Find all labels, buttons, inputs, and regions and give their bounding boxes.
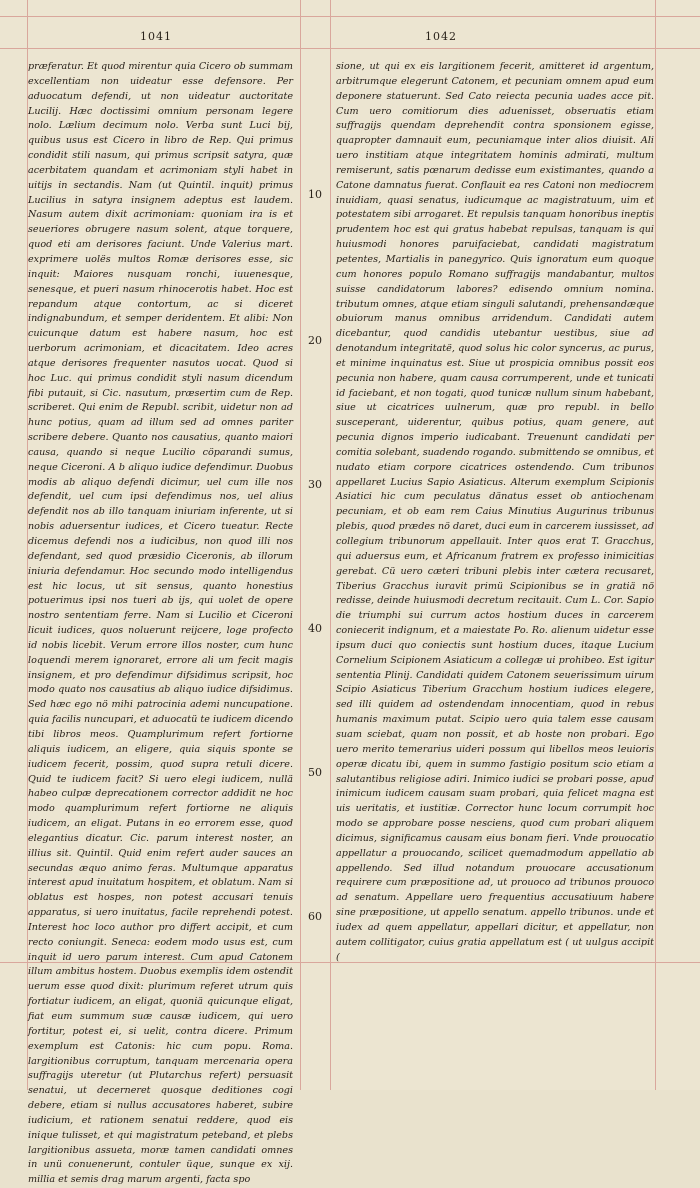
right-text-column [336, 60, 654, 963]
right-column-text: sione, ut qui ex eis largitionem fecerit, amitteret id argentum, arbitrumque elegerunt Catonem, et pecuniam omnem apud eum deponere statuerunt. Sed Cato reiecta pecunia uades acce pit. Cum uero comitiorum dies aduenisset, obseruatis etiam suffragijs quendam deprehendit contra sponsionem egisse, quapropter damnauit eum, pecuniamque inter alios diuisit. Ali uero institiam atque integritatem hominis admirati, multum remiserunt, satis pœnarum dedisse eum existimantes, quando a Catone damnatus fuerat. Conflauit ea res Catoni non mediocrem inuidiam, quasi senatus, iudicumque ac magistratuum, uim et potestatem sibi arrogaret. Et repulsis tanquam honoribus ineptis prudentem hoc est qui gratus habebat repulsas, tanquam is qui huiusmodi honores paruifaciebat, candidati magistratum petentes, Martialis in panegyrico. Quis ignoratum eum quoque cum honores populo Romano suffragijs mandabantur, multos suisse candidatorum labores? edisendo omnium nomina. tributum omnes, atque etiam singuli salutandi, prehensandæque obuiorum manus omnibus arridendum. Candidati autem dicebantur, quod candidis utebantur uestibus, siue ad denotandum integritatë, quod solus hic color syncerus, ac purus, et minime inquinatus est. Siue ut prospicia omnibus possit eos pecunia non habere, quam causa corrumperent, unde et tunicati id faciebant, et non togati, quod tunicæ nullum sinum habebant, siue ut cicatrices uulnerum, quæ pro republ. in bello susceperant, uiderentur, quibus potius, quam genere, aut pecunia dignos imperio iudicabant. Treuenunt candidati per comitia solebant, suadendo rogando. submittendo se omnibus, et nudato etiam corpore cicatrices ostendendo. Cum tribunos appellaret Lucius Sapio Asiaticus. Alterum exemplum Scipionis Asiatici hic cum peculatus dänatus esset ob antiochenam pecuniam, et ob eam rem Caius Minutius Augurinus tribunus plebis, quod prædes nö daret, duci eum in carcerem iussisset, ad collegium tribunorum appellauit. Inter quos erat T. Gracchus, qui aduersus eum, et Africanum fratrem ex professo inimicitias gerebat. Cü uero cæteri tribuni plebis inter cætera recusaret, Tiberius Gracchus iuravit primü Scipionibus se in gratiä nö redisse, deinde huiusmodi decretum recitauit. Cum L. Cor. Sapio die triumphi sui currum actos hostium duces in carcerem coniecerit indignum, et a maiestate Po. Ro. alienum uidetur esse ipsum duci quo coniectis sunt hostium duces, itaque Lucium Cornelium Scipionem Asiaticum a collegæ ui prohibeo. Est igitur sententia Plinij. Candidati quidem Catonem seuerissimum uirum Scipio Asiaticus Tiberium Gracchum hostium iudices elegere, sed illi quidem ad ostendendam innocentiam, quod in rebus humanis maximum putat. Scipio uero quia talem esse causam suam sciebat, quam non possit, et ab hoste non probari. Ego uero merito temerarius uideri possum qui libellos meos leuioris operæ dicatu ibi, quem in summo fastigio positum scio etiam a salutantibus religiose adiri. Inimico iudici se probari posse, apud inimicum iudicem causam suam probari, quia felicet magna est uis ueritatis, et iustitiæ. Corrector hunc locum corrumpit hoc modo se approbare posse nesciens, quod cum probari aliquem dicimus, significamus causam eius bonam fieri. Vnde prouocatio appellatur a prouocando, scilicet quemadmodum appellatio ab appellendo. Sed illud notandum prouocare accusationum requirere cum præpositione ad, ut prouoco ad tribunos prouoco ad senatum. Appellare uero frequentius accusatiuum habere sine præpositione, ut appello senatum. appello tribunos. unde et iudex ad quem appellatur, appellari dicitur, et appellatur, non autem collitigator, cuius gratia appellatum est ( ut uulgus accipit ( [336, 61, 654, 963]
folio-number-right: 1042 [425, 30, 457, 43]
line-number: 10 [308, 188, 322, 201]
line-number: 20 [308, 334, 322, 347]
ruling-line [0, 16, 700, 17]
ruling-line [300, 0, 301, 1090]
left-text-column [28, 60, 293, 1186]
folio-number-left: 1041 [140, 30, 172, 43]
ruling-line [0, 48, 700, 49]
line-number: 50 [308, 766, 322, 779]
ruling-line [330, 0, 331, 1090]
line-number: 40 [308, 622, 322, 635]
left-column-text: præferatur. Et quod mirentur quia Cicero ob summam excellentiam non uideatur esse defensore. Per aduocatum defendi, ut non uideatur auctoritate Lucilij. Hæc doctissimi omnium personam legere nolo. Lælium decimum nolo. Verba sunt Luci bij, quibus usus est Cicero in libro de Rep. Qui primus condidit stili nasum, qui primus scripsit satyra, quæ acerbitatem quandam et acrimoniam styli habet in uitijs in sectandis. Nam (ut Quintil. inquit) primus Lucilius in satyra insignem adeptus est laudem. Nasum autem dixit acrimoniam: quoniam ira is et seueriores obrugere nasum solent, atque torquere, quod eti am derisores faciunt. Unde Valerius mart. exprimere uolës multos Romæ derisores esse, sic inquit: Maiores nusquam ronchi, iuuenesque, senesque, et pueri nasum rhinocerotis habet. Hoc est repandum atque contortum, ac si diceret indignabundum, et semper deridentem. Et alibi: Non cuicunque datum est habere nasum, hoc est uerborum acrimoniam, et dicacitatem. Ideo acres atque derisores frequenter nasutos uocat. Quod si hoc Luc. qui primus condidit styli nasum dicendum fibi putauit, si Cic. nasutum, præsertim cum de Rep. scriberet. Qui enim de Republ. scribit, uidetur non ad hunc potius, quam ad illum sed ad omnes pariter scribere debere. Quanto nos causatius, quanto maiori causa, quando si neque Lucilio cöparandi sumus, neque Ciceroni. A b aliquo iudice defendimur. Duobus modis ab aliquo defendi dicimur, uel cum ille nos defendit, uel cum ipsi defendimus nos, uel alius defendit nos ab illo tanquam iniuriam inferente, ut si nobis aduersentur iudices, et Cicero tueatur. Recte dicemus defendi nos a iudicibus, non quod illi nos defendant, sed quod præsidio Ciceronis, ab illorum iniuria defendamur. Hoc secundo modo intelligendus est hic locus, ut sit sensus, quanto honestius potuerimus ipsi nos tueri ab ijs, qui uolet de opere nostro sententiam ferre. Nam si Lucilio et Ciceroni licuit iudices, quos noluerunt reijcere, loge profecto id nobis licebit. Verum errore illos noster, cum hunc loquendi merem ignoraret, errore ali um fecit magis insignem, et pro defendimur difsidimus scripsit, hoc modo quato nos causatius ab aliquo iudice difsidimus. Sed hæc ego nö mihi patrocinia ademi nuncupatione. quia facilis nuncupari, et aduocatü te iudicem dicendo tibi libros meos. Quamplurimum refert fortiorne aliquis iudicem, an eligere, quia siquis sponte se iudicem fecerit, possim, quod supra retuli dicere. Quid te iudicem facit? Si uero elegi iudicem, nullä habeo culpæ deprecationem corrector addidit ne hoc modo quamplurimum refert fortiorne ne aliquis iudicem, an eligat. Putans in eo errorem esse, quod elegantius dicatur. Cic. parum interest noster, an illius sit. Quintil. Quid enim refert auder sauces an secundas æquo animo feras. Multumque apparatus interest apud inuitatum hospitem, et oblatum. Nam si oblatus est hospes, non potest accusari tenuis apparatus, si uero inuitatus, facile reprehendi potest. Interest hoc loco author pro differt accipit, et cum recto coniungit. Seneca: eodem modo usus est, cum inquit id uero parum interest. Cum apud Catonem illum ambitus hostem. Duobus exemplis idem ostendit uerum esse quod dixit: plurimum referet utrum quis fortiatur iudicem, an eligat, quoniä quicunque eligat, fiat eum summum suæ causæ iudicem, qui uero fortitur, potest ei, si uelit, contra dicere. Primum exemplum est Catonis: hic cum popu. Roma. largitionibus corruptum, tanquam mercenaria opera suffragijs uteretur (ut Plutarchus refert) persuasit senatui, ut decerneret quosque deditiones cogi debere, etiam si nullus accusatores haberet, subire iudicium, et rationem senatui reddere, quod eis inique tulisset, et qui magistratum peteband, et plebs largitionibus assueta, moræ tamen candidati omnes in unü conuenerunt, contuler üque, sunque ex xij. millia et semis drag marum argenti, facta spo [28, 61, 293, 1186]
line-number: 60 [308, 910, 322, 923]
line-number: 30 [308, 478, 322, 491]
ruling-line [655, 0, 656, 1090]
